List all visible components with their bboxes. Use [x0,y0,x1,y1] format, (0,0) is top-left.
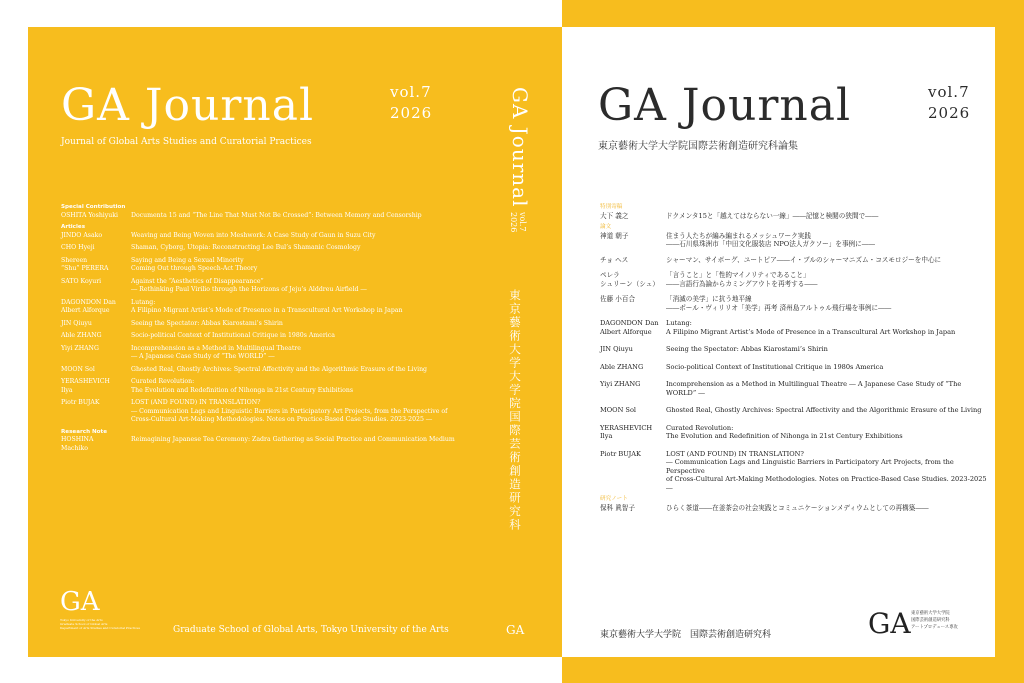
toc-author: HOSHINA Machiko [61,436,94,452]
toc-title: Documenta 15 and “The Line That Must Not Be Crossed”: Between Memory and Censorship [131,211,422,219]
toc-entry [600,256,990,265]
toc-title: Curated Revolution: The Evolution and Redefinition of Nihonga in 21st Century Exhibitions [666,423,903,440]
spine-vol-year: 2026 [509,212,518,233]
toc-entry [61,299,466,316]
toc-author: JINDO Asako [61,231,103,239]
toc-author: Able ZHANG [600,362,644,371]
toc-author: SATO Koyuri [61,277,102,285]
spine-vol-number: vol.7 [518,212,527,232]
toc-author: YERASHEVICH Ilya [61,378,110,394]
toc-title: Curated Revolution: The Evolution and Redefinition of Nihonga in 21st Century Exhibitions [131,378,354,394]
toc-author: Piotr BUJAK [600,449,641,458]
toc-title: Seeing the Spectator: Abbas Kiarostami’s Shirin [131,319,283,327]
toc-entry [600,450,990,493]
toc-title: Socio-political Context of Institutional Critique in 1980s America [131,332,335,339]
toc-author: DAGONDON Dan Albert Alforque [600,319,659,336]
spine-title: GA Journal [508,87,532,208]
toc-author: OSHITA Yoshiyuki [61,211,118,219]
toc-entry [61,378,466,395]
back-vol-number: vol.7 [390,83,432,101]
front-vol-year: 2026 [928,104,971,122]
toc-title: Socio-political Context of Institutional Critique in 1980s America [666,362,884,371]
front-vol-number: vol.7 [928,83,970,101]
back-vol-year: 2026 [390,104,433,122]
toc-author: ペレラ シュリーン（シュ） [600,271,659,288]
toc-author: チョ ヘス [600,255,629,264]
toc-title: Incomprehension as a Method in Multilingual Theatre ― A Japanese Case Study of “The WORLD” ― [131,344,301,360]
back-footer-institution: Graduate School of Global Arts, Tokyo University of the Arts [173,625,449,635]
toc-title: Seeing the Spectator: Abbas Kiarostami’s Shirin [666,345,828,353]
toc-author: CHO Hyeji [61,244,95,251]
toc-author: Piotr BUJAK [61,399,100,406]
section-label: 論文 [600,224,612,230]
section-label: Special Contribution [61,204,126,210]
toc-author: DAGONDON Dan Albert Alforque [61,298,116,314]
front-journal-title: GA Journal [598,80,852,131]
toc-author: 大下 義之 [600,211,629,220]
toc-entry [61,212,466,221]
back-volume [390,82,432,124]
toc-title: LOST (AND FOUND) IN TRANSLATION? ― Communication Lags and Linguistic Barriers in Participatory Art Projects, from the Perspective of Cross-Cultural Art-Making Methodologies. Notes on Practice-Based Case Studies. 2023-2025 ― [666,449,987,492]
toc-entry [61,244,466,253]
front-ga-logo: GA [868,607,911,640]
toc-author: MOON Sol [600,406,637,414]
toc-title: シャーマン、サイボーグ、ユートピア――イ・ブルのシャーマニズム・コスモロジーを中心に [666,255,942,264]
toc-title: Incomprehension as a Method in Multilingual Theatre ― A Japanese Case Study of “The WORLD” ― [666,380,962,397]
section-label: 特別寄稿 [600,204,623,210]
back-cover [28,27,480,657]
front-subtitle: 東京藝術大学大学院国際芸術創造研究科論集 [598,141,798,152]
spine-institution: 東京藝術大学大学院国際芸術創造研究科 [508,289,522,532]
toc-author: YERASHEVICH Ilya [600,423,653,440]
back-journal-title: GA Journal [61,80,315,131]
toc-entry [61,257,466,274]
front-logo-caption: 東京藝術大学大学院 国際芸術創造研究科 アートプロデュース専攻 [911,611,958,630]
toc-entry [61,345,466,362]
toc-entry [600,271,990,288]
toc-title: LOST (AND FOUND) IN TRANSLATION? ― Communication Lags and Linguistic Barriers in Participatory Art Projects, from the Perspective of Cross-Cultural Art-Making Methodologies. Notes on Practice-Based Case Studies. 2023-2025 ― [131,399,448,423]
toc-author: JIN Qiuyu [600,345,633,353]
toc-entry [600,504,990,513]
toc-entry [61,320,466,329]
toc-entry [600,424,990,441]
toc-title: Lutang: A Filipino Migrant Artist’s Mode of Presence in a Transcultural Art Workshop in Japan [131,298,403,314]
front-volume [928,82,970,124]
toc-entry [600,232,990,249]
toc-title: Ghosted Real, Ghostly Archives: Spectral Affectivity and the Algorithmic Erasure of the Living [131,365,428,373]
section-label: Research Note [61,428,107,435]
toc-entry [600,345,990,354]
spine [480,27,562,657]
toc-title: Against the “Aesthetics of Disappearance” ― Rethinking Paul Virilio through the Horizons of Jeju’s Alddreu Airfield ― [131,277,367,293]
toc-title: Shaman, Cyborg, Utopia: Reconstructing Lee Bul’s Shamanic Cosmology [131,244,361,251]
toc-entry [61,366,466,375]
toc-title: 「言うこと」と「性的マイノリティであること」 ――言語行為論からカミングアウトを再考する―― [666,271,818,288]
toc-entry [600,212,990,221]
front-cover [562,27,995,657]
toc-title: 住まう人たちが編み編まれるメッシュワーク実践 ――石川県珠洲市「中田文化服装店 NPO法人ガクソー」を事例に―― [666,231,875,248]
back-ga-logo: GA [60,587,100,617]
toc-title: ドクメンタ15と「越えてはならない一線」――記憶と検閲の狭間で―― [666,211,879,220]
toc-entry [61,436,466,453]
section-label: 研究ノート [600,496,628,502]
toc-author: Able ZHANG [61,332,102,339]
toc-author: 佐藤 小百合 [600,295,636,303]
toc-title: Saying and Being a Sexual Minority Coming Out through Speech-Act Theory [131,256,258,272]
toc-title: ひらく茶道――在釜茶会の社会実践とコミュニケーションメディウムとしての再構築―― [666,503,929,512]
toc-entry [600,319,990,336]
toc-entry [61,399,466,425]
toc-title: Ghosted Real, Ghostly Archives: Spectral Affectivity and the Algorithmic Erasure of the Living [666,406,982,414]
back-table-of-contents [61,203,466,453]
toc-title: Lutang: A Filipino Migrant Artist’s Mode of Presence in a Transcultural Art Workshop in Japan [666,319,956,336]
toc-entry [600,295,990,312]
toc-title: Weaving and Being Woven into Meshwork: A Case Study of Gaun in Suzu City [131,231,376,239]
toc-author: MOON Sol [61,365,95,373]
toc-entry [61,278,466,295]
toc-author: 神道 朝子 [600,231,629,240]
toc-title: Reimagining Japanese Tea Ceremony: Zadra Gathering as Social Practice and Communication Medium [131,436,455,443]
section-label: Articles [61,224,86,230]
toc-author: Yiyi ZHANG [600,380,641,388]
toc-title: 「消滅の美学」に抗う地平線 ――ポール・ヴィリリオ「美学」再考 済州島アルトゥル飛行場を事例に―― [666,295,892,312]
toc-author: Shereen “Shu” PERERA [61,256,109,272]
toc-author: JIN Qiuyu [61,319,92,327]
toc-author: 保科 眞智子 [600,503,636,512]
toc-entry [61,332,466,341]
back-subtitle: Journal of Global Arts Studies and Curatorial Practices [61,137,312,147]
toc-entry [600,380,990,397]
front-footer-institution: 東京藝術大学大学院 国際芸術創造研究科 [600,630,772,640]
back-logo-caption: Tokyo University of the Arts Graduate School of Global Arts Department of Arts Studies and Curatorial Practices [60,618,140,630]
spine-ga-logo: GA [506,623,525,637]
toc-entry [600,363,990,372]
toc-entry [600,406,990,415]
front-table-of-contents [600,203,990,512]
toc-entry [61,232,466,241]
toc-author: Yiyi ZHANG [61,344,99,352]
spine-volume [509,212,527,232]
